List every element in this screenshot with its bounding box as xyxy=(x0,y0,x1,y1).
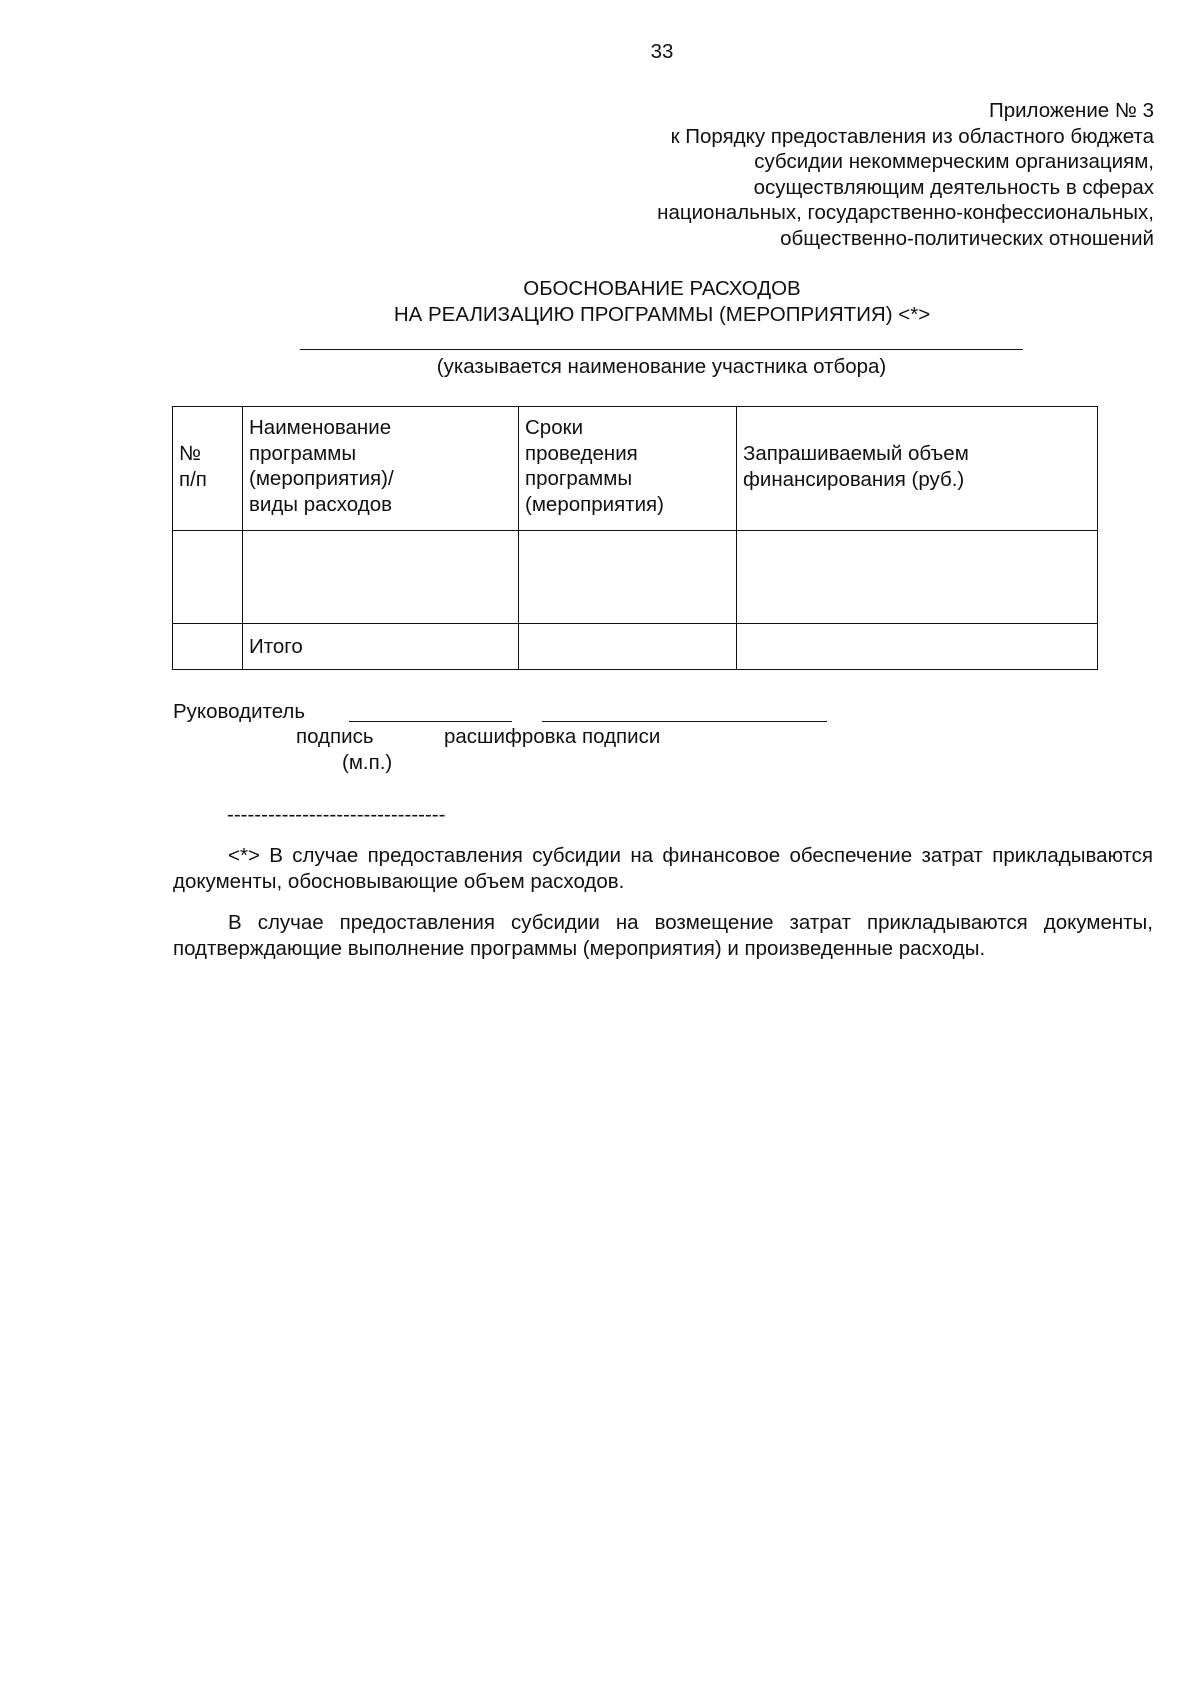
appendix-line: общественно-политических отношений xyxy=(780,226,1154,250)
signature-label: Руководитель xyxy=(173,700,306,723)
header-cell-funding xyxy=(737,407,1098,531)
page-number: 33 xyxy=(650,40,674,63)
header-text: Запрашиваемый объем xyxy=(743,442,969,465)
table-header-row xyxy=(173,407,1098,531)
header-text: № xyxy=(179,442,201,465)
document-title xyxy=(0,276,1200,328)
table-cell xyxy=(519,531,737,624)
footnote-paragraph: <*> В случае предоставления субсидии на финансовое обеспечение затрат прикладываются документы, обосновывающие объем расходов. xyxy=(173,844,1153,893)
footnote-separator: -------------------------------- xyxy=(227,803,446,826)
signature-line xyxy=(349,721,512,722)
header-text: виды расходов xyxy=(249,492,393,516)
header-text: проведения xyxy=(525,441,638,465)
table-cell xyxy=(737,531,1098,624)
appendix-line: национальных, государственно-конфессиональных, xyxy=(657,201,1154,224)
table-row xyxy=(173,531,1098,624)
appendix-line: субсидии некоммерческим организациям, xyxy=(754,150,1154,173)
header-text: п/п xyxy=(179,467,207,491)
header-text: программы xyxy=(249,441,357,465)
header-text: финансирования (руб.) xyxy=(743,467,965,491)
table-total-row xyxy=(173,624,1098,670)
signature-caption: подпись xyxy=(296,725,374,748)
header-cell-number xyxy=(173,407,243,531)
header-cell-dates xyxy=(519,407,737,531)
participant-name-line xyxy=(300,349,1023,350)
title-line-2: НА РЕАЛИЗАЦИЮ ПРОГРАММЫ (МЕРОПРИЯТИЯ) <*> xyxy=(393,303,931,326)
appendix-line: к Порядку предоставления из областного бюджета xyxy=(670,124,1154,148)
title-line-1: ОБОСНОВАНИЕ РАСХОДОВ xyxy=(523,277,801,300)
header-cell-program-name xyxy=(243,407,519,531)
header-text: (мероприятия)/ xyxy=(249,467,394,490)
table-cell xyxy=(173,531,243,624)
table-cell xyxy=(737,624,1098,670)
stamp-caption: (м.п.) xyxy=(342,751,393,774)
appendix-header xyxy=(554,98,1154,251)
signature-decode-line xyxy=(542,721,827,722)
header-text: Сроки xyxy=(525,416,584,439)
table-cell xyxy=(519,624,737,670)
header-text: Наименование xyxy=(249,416,392,439)
table-cell xyxy=(243,531,519,624)
appendix-line: Приложение № 3 xyxy=(988,99,1154,122)
table-cell xyxy=(173,624,243,670)
signature-decode-caption: расшифровка подписи xyxy=(444,725,661,748)
total-label: Итого xyxy=(243,624,519,670)
footnote-paragraph: В случае предоставления субсидии на возмещение затрат прикладываются документы, подтверждающие выполнение программы (мероприятия) и произведенные расходы. xyxy=(173,911,1153,960)
expense-table xyxy=(172,406,1098,670)
header-text: (мероприятия) xyxy=(525,492,664,516)
participant-caption: (указывается наименование участника отбора) xyxy=(436,355,887,378)
header-text: программы xyxy=(525,467,633,490)
appendix-line: осуществляющим деятельность в сферах xyxy=(753,175,1154,199)
